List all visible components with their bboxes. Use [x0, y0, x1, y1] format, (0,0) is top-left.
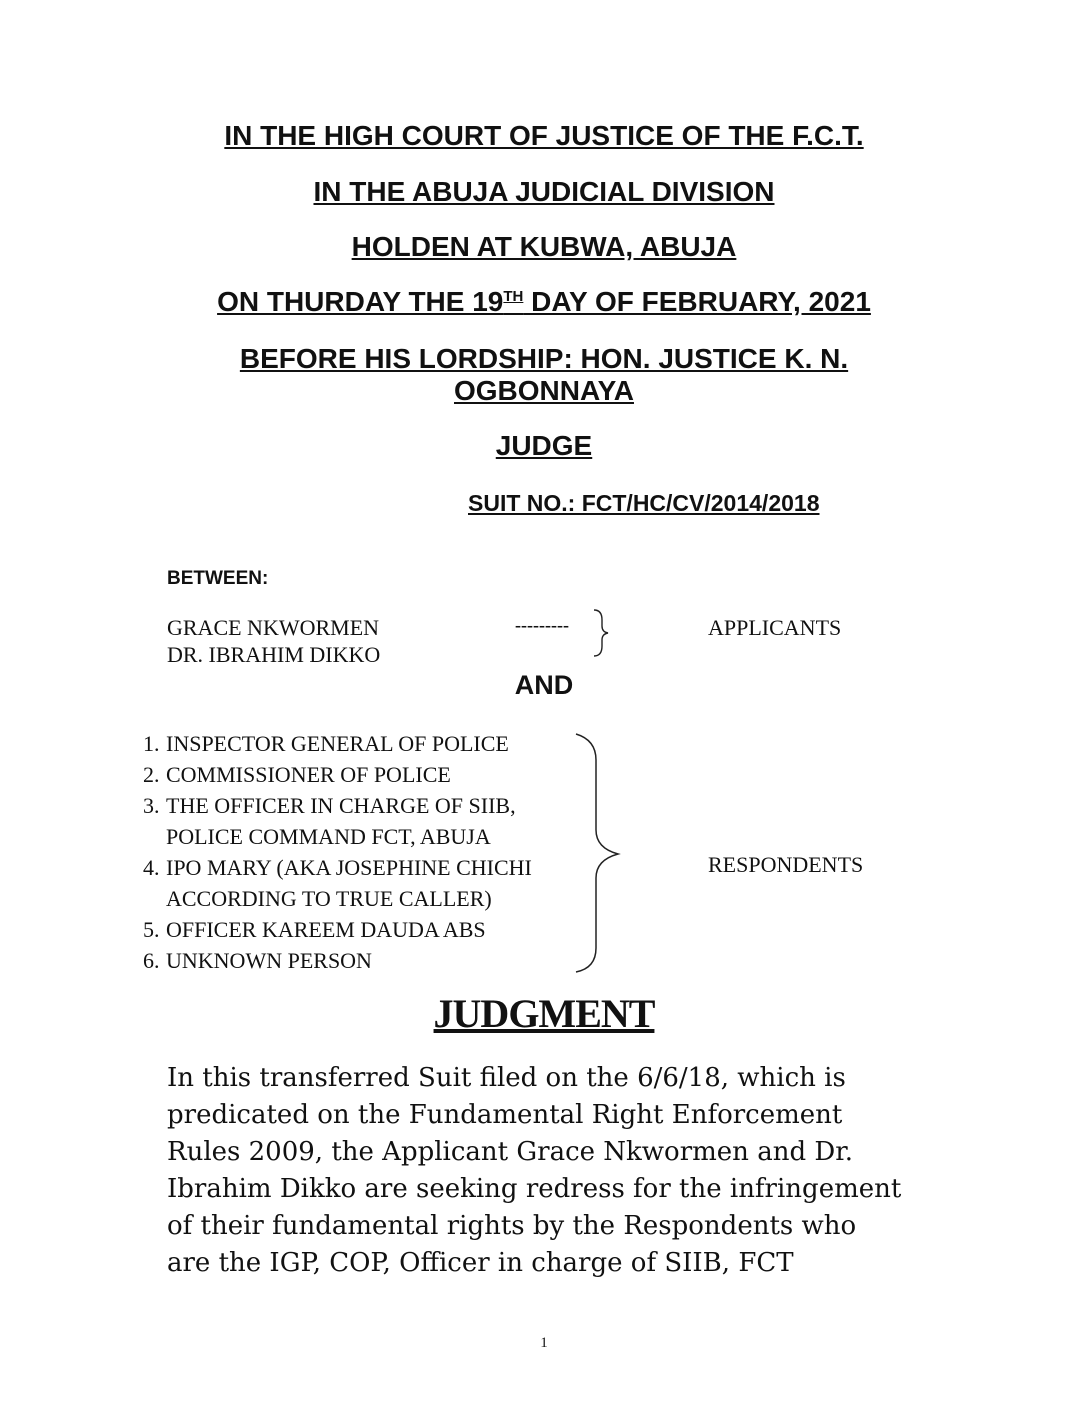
judgment-heading: JUDGMENT: [433, 991, 655, 1036]
respondent-item: 1. INSPECTOR GENERAL OF POLICE: [143, 731, 509, 756]
page-number: 1: [540, 1335, 548, 1351]
body-line: In this transferred Suit filed on the 6/6/18, which is: [167, 1063, 846, 1093]
body-line: of their fundamental rights by the Respondents who: [167, 1211, 857, 1241]
holden-at-line: HOLDEN AT KUBWA, ABUJA: [351, 231, 737, 262]
court-title: IN THE HIGH COURT OF JUSTICE OF THE F.C.T.: [224, 120, 864, 151]
respondents-list: [143, 728, 532, 976]
respondents-label: RESPONDENTS: [708, 852, 864, 877]
body-line: predicated on the Fundamental Right Enforcement: [167, 1100, 843, 1130]
judge-line: BEFORE HIS LORDSHIP: HON. JUSTICE K. N. OGBONNAYA: [239, 343, 849, 406]
respondent-item: 6. UNKNOWN PERSON: [143, 948, 372, 973]
judgment-body: [167, 1060, 927, 1282]
applicant-name-1: GRACE NKWORMEN: [167, 615, 380, 640]
respondents-brace-icon: [572, 730, 632, 974]
date-line-text-rest: DAY OF FEBRUARY, 2021: [523, 286, 871, 317]
respondent-item: 3. THE OFFICER IN CHARGE OF SIIB,: [143, 793, 516, 818]
date-line-text: ON THURDAY THE 19: [217, 286, 504, 317]
division-title: IN THE ABUJA JUDICIAL DIVISION: [313, 176, 775, 207]
respondent-item-continuation: ACCORDING TO TRUE CALLER): [166, 886, 492, 911]
body-line: Rules 2009, the Applicant Grace Nkwormen and Dr.: [167, 1137, 854, 1167]
applicants-brace-icon: [590, 608, 610, 658]
date-line: [0, 286, 1088, 318]
between-label: BETWEEN:: [167, 568, 269, 589]
date-ordinal-suffix: TH: [503, 288, 524, 305]
respondent-item: 5. OFFICER KAREEM DAUDA ABS: [143, 917, 486, 942]
judge-title: JUDGE: [495, 430, 593, 461]
respondent-item: 2. COMMISSIONER OF POLICE: [143, 762, 451, 787]
applicant-dashes: ---------: [515, 615, 569, 635]
body-line: are the IGP, COP, Officer in charge of SIIB, FCT: [167, 1248, 794, 1278]
applicant-name-2: DR. IBRAHIM DIKKO: [167, 642, 381, 667]
respondent-item-continuation: POLICE COMMAND FCT, ABUJA: [166, 824, 491, 849]
and-separator: AND: [514, 670, 574, 700]
body-line: Ibrahim Dikko are seeking redress for the infringement: [167, 1174, 902, 1204]
applicants-label: APPLICANTS: [708, 615, 842, 640]
respondent-item: 4. IPO MARY (AKA JOSEPHINE CHICHI: [143, 855, 532, 880]
suit-number: SUIT NO.: FCT/HC/CV/2014/2018: [468, 490, 820, 516]
